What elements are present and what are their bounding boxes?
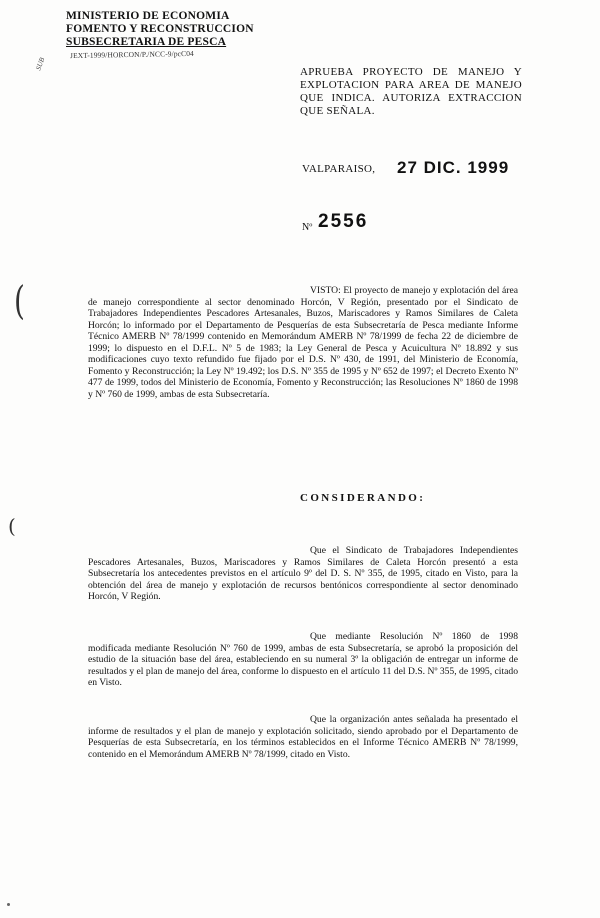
considerando-paragraph: Que la organización antes señalada ha presentado el informe de resultados y el plan de manejo y explotación solicitado, siendo aprobado por el Departamento de Pesquerías de esta Subsecretaría, en los términos establecidos en el Informe Técnico AMERB Nº 78/1999, contenido en el Memorándum AMERB Nº 78/1999, citado en Visto. bbox=[88, 714, 518, 760]
place-label: VALPARAISO, bbox=[302, 163, 376, 175]
letterhead-subsecretaria: SUBSECRETARIA DE PESCA bbox=[66, 36, 227, 48]
date-stamp: 27 DIC. 1999 bbox=[397, 158, 510, 177]
letterhead-ministry: MINISTERIO DE ECONOMIA bbox=[66, 10, 230, 22]
margin-handwritten-note: SUB bbox=[34, 56, 47, 72]
letterhead bbox=[66, 10, 254, 49]
margin-bracket-mark: ( bbox=[8, 514, 16, 538]
resolution-number: 2556 bbox=[318, 211, 369, 232]
number-label: Nº bbox=[302, 222, 313, 233]
letterhead-ministry-sub: FOMENTO Y RECONSTRUCCION bbox=[66, 23, 254, 35]
considerando-heading: CONSIDERANDO: bbox=[300, 492, 426, 504]
considerando-paragraph: Que el Sindicato de Trabajadores Independientes Pescadores Artesanales, Buzos, Mariscadores y Ramos Similares de Caleta Horcón presentó a esta Subsecretaría los antecedentes previstos en el artículo 9º del D. S. Nº 355, de 1995, citado en Visto, para la obtención del área de manejo y explotación de recursos bentónicos correspondiente al sector denominado Horcón, V Región. bbox=[88, 545, 518, 602]
document-subject: APRUEBA PROYECTO DE MANEJO Y EXPLOTACION PARA AREA DE MANEJO QUE INDICA. AUTORIZA EXTRACCION QUE SEÑALA. bbox=[300, 66, 522, 117]
margin-bracket-mark: ( bbox=[14, 277, 25, 324]
considerando-paragraph: Que mediante Resolución Nº 1860 de 1998 modificada mediante Resolución Nº 760 de 1999, ambas de esta Subsecretaría, se aprobó la proposición del estudio de la situación base del área, estableciendo en su numeral 3º la obligación de entregar un informe de resultados y el plan de manejo del área, conforme lo dispuesto en el artículo 11 del D.S. Nº 355, de 1995, citado en Visto. bbox=[88, 631, 518, 688]
reference-code: JEXT-1999/HORCON/P./NCC-9/pcC04 bbox=[69, 48, 194, 61]
visto-paragraph: VISTO: El proyecto de manejo y explotación del área de manejo correspondiente al sector denominado Horcón, V Región, presentado por el Sindicato de Trabajadores Independientes Pescadores Artesanales, Buzos, Mariscadores y Ramos Similares de Caleta Horcón; lo informado por el Departamento de Pesquerías de esta Subsecretaría de Pesca mediante Informe Técnico AMERB Nº 78/1999 contenido en Memorándum AMERB Nº 78/1999 de fecha 22 de diciembre de 1999; lo dispuesto en el D.F.L. Nº 5 de 1983; la Ley General de Pesca y Acuicultura Nº 18.892 y sus modificaciones cuyo texto refundido fue fijado por el D.S. Nº 430, de 1991, del Ministerio de Economía, Fomento y Reconstrucción; la Ley Nº 19.492; los D.S. Nº 355 de 1995 y Nº 652 de 1997; el Decreto Exento Nº 477 de 1999, todos del Ministerio de Economía, Fomento y Reconstrucción; las Resoluciones Nº 1860 de 1998 y Nº 760 de 1999, ambas de esta Subsecretaría. bbox=[88, 285, 518, 400]
scan-speck bbox=[7, 903, 10, 906]
